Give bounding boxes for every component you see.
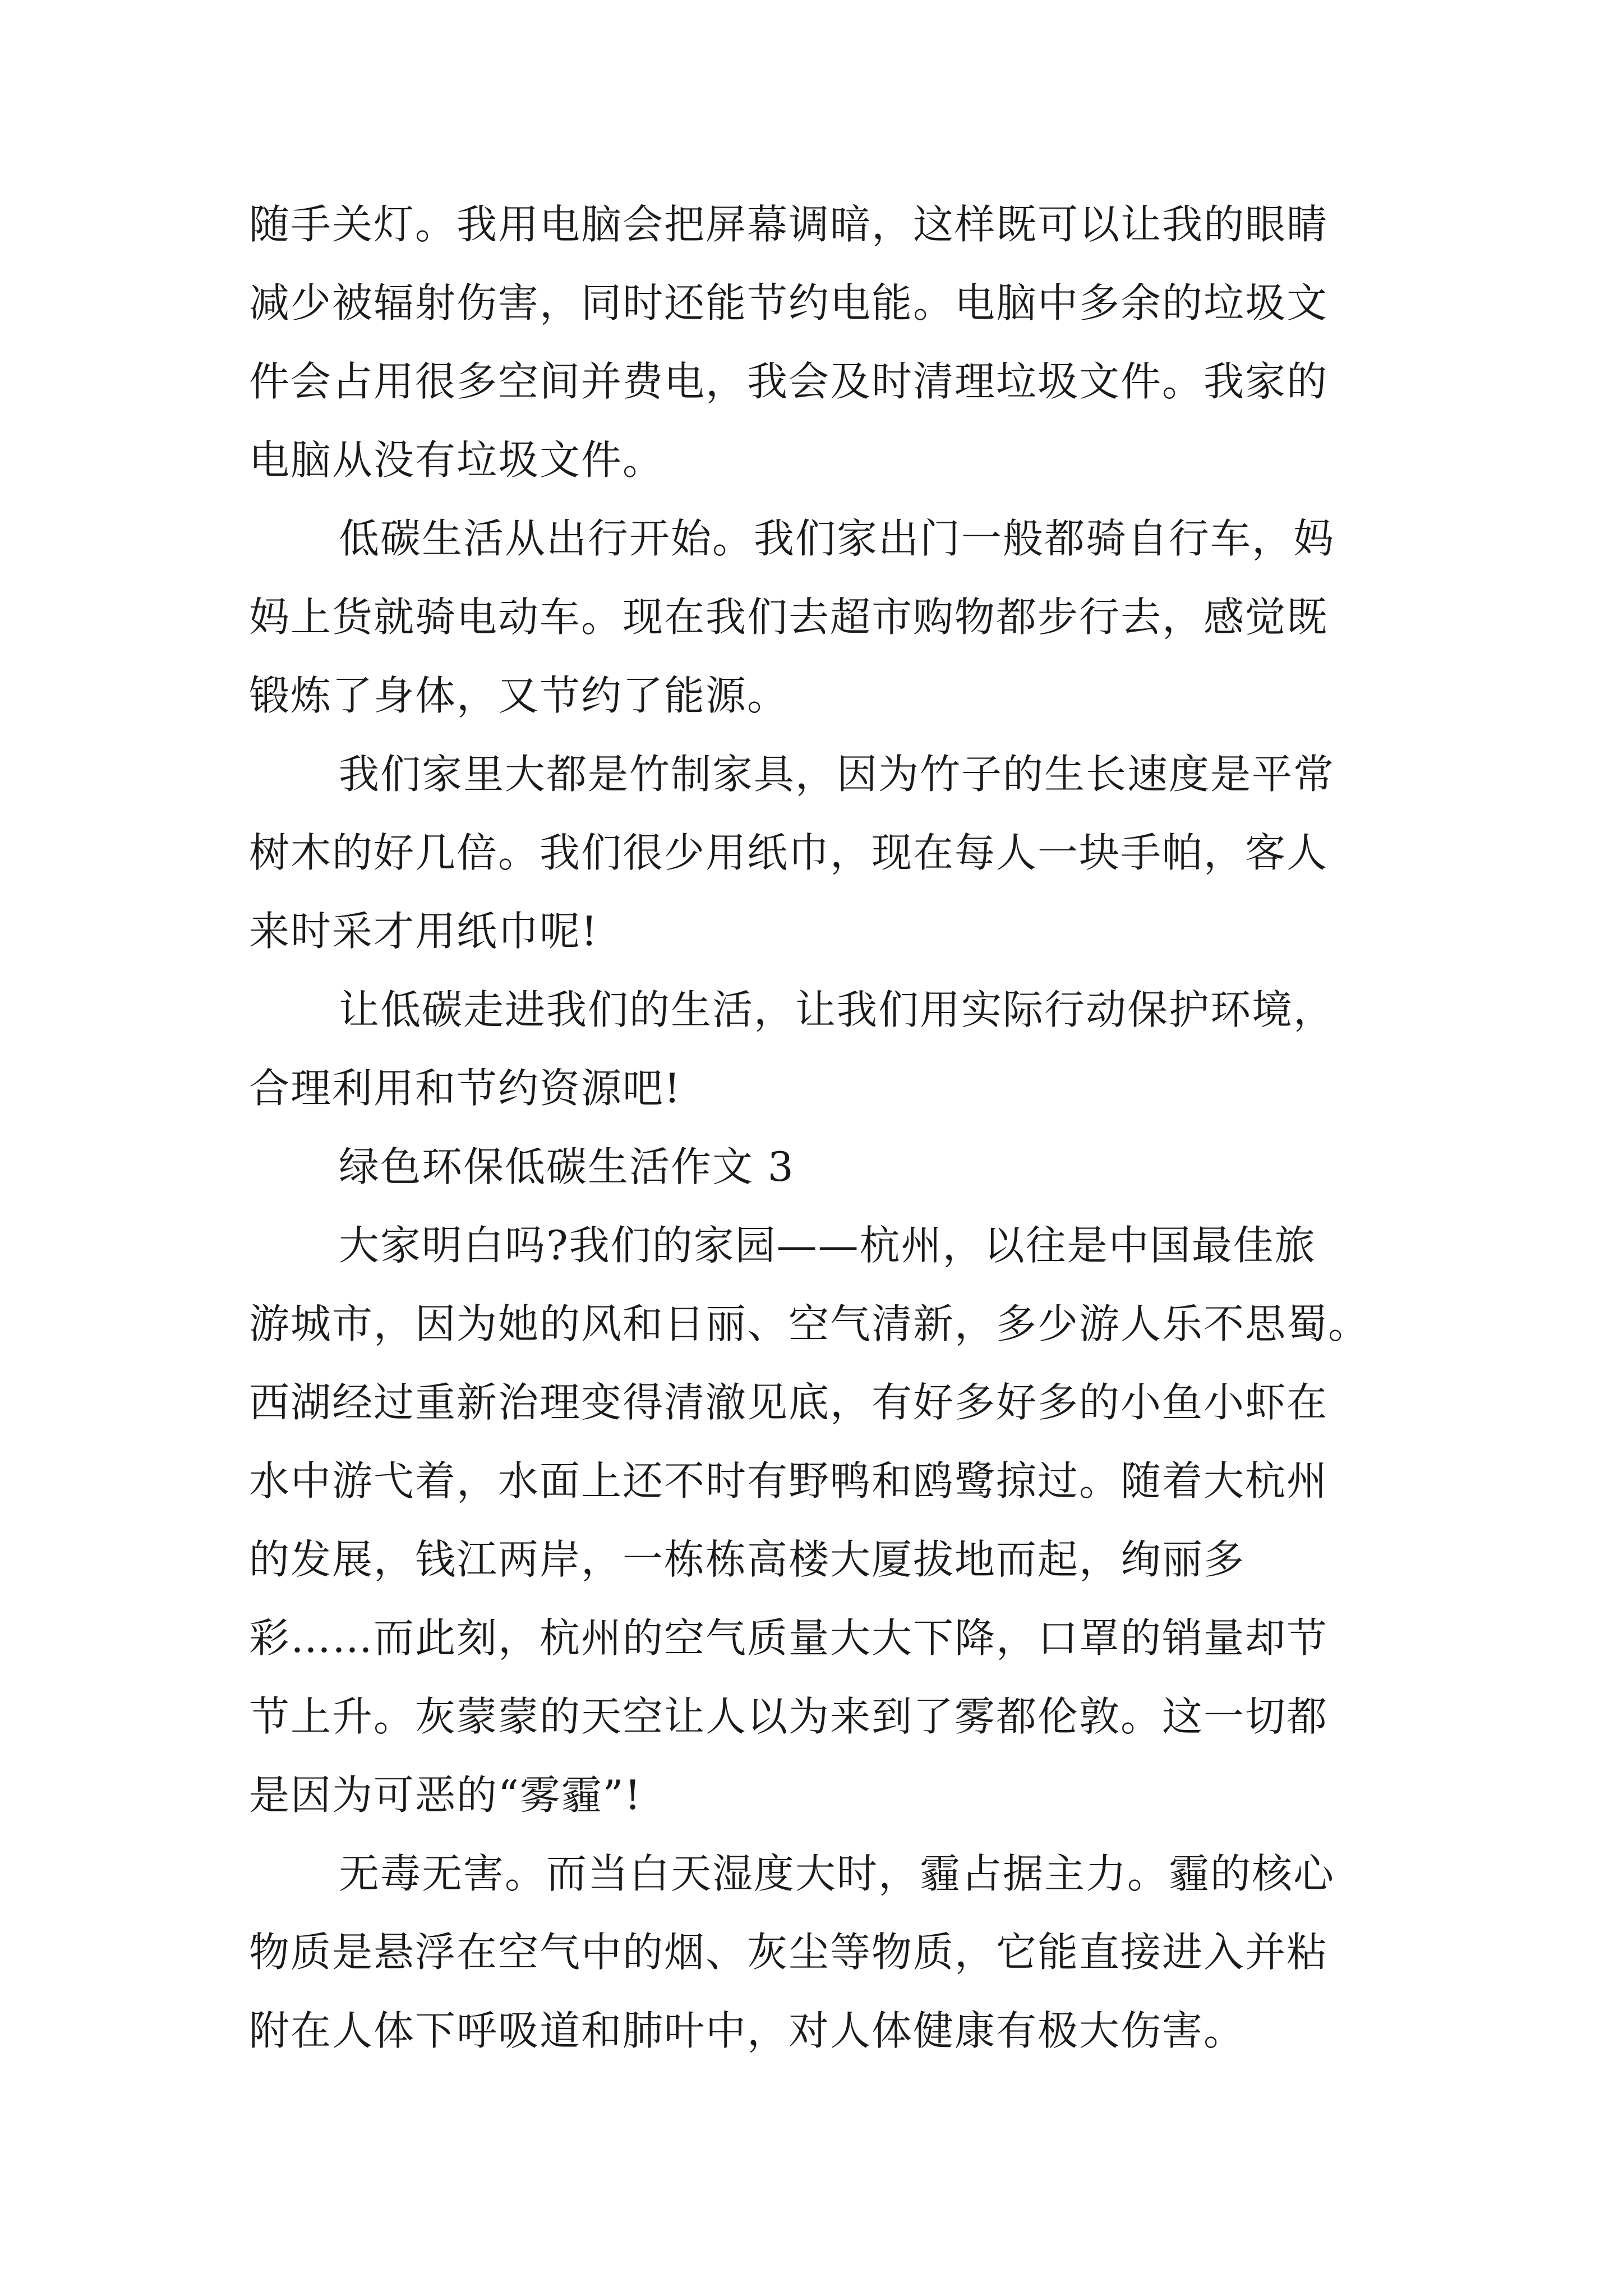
paragraph-first-line: 低碳生活从出行开始。我们家出门一般都骑自行车，妈	[339, 515, 1335, 562]
text-line: 锻炼了身体，又节约了能源。	[249, 672, 789, 719]
text-line: 件会占用很多空间并费电，我会及时清理垃圾文件。我家的	[249, 358, 1329, 405]
paragraph-first-line: 无毒无害。而当白天湿度大时，霾占据主力。霾的核心	[339, 1850, 1335, 1897]
text-line: 附在人体下呼吸道和肺叶中，对人体健康有极大伤害。	[249, 2007, 1246, 2054]
text-line: 是因为可恶的“雾霾”!	[249, 1772, 642, 1819]
text-line: 水中游弋着，水面上还不时有野鸭和鸥鹭掠过。随着大杭州	[249, 1457, 1329, 1504]
paragraph-first-line: 我们家里大都是竹制家具，因为竹子的生长速度是平常	[339, 751, 1335, 798]
text-line: 游城市，因为她的风和日丽、空气清新，多少游人乐不思蜀。	[249, 1300, 1370, 1347]
text-line: 节上升。灰蒙蒙的天空让人以为来到了雾都伦敦。这一切都	[249, 1693, 1329, 1740]
text-line: 树木的好几倍。我们很少用纸巾，现在每人一块手帕，客人	[249, 829, 1329, 876]
text-line: 减少被辐射伤害，同时还能节约电能。电脑中多余的垃圾文	[249, 279, 1329, 326]
paragraph-first-line: 让低碳走进我们的生活，让我们用实际行动保护环境，	[339, 986, 1335, 1033]
document-body	[249, 185, 1404, 2070]
text-line: 来时采才用纸巾呢!	[249, 908, 598, 955]
text-line: 电脑从没有垃圾文件。	[249, 436, 665, 484]
text-line: 的发展，钱江两岸，一栋栋高楼大厦拔地而起，绚丽多	[249, 1536, 1246, 1583]
section-heading: 绿色环保低碳生活作文 3	[339, 1143, 795, 1190]
text-line: 彩……而此刻，杭州的空气质量大大下降，口罩的销量却节	[249, 1614, 1329, 1662]
text-line: 妈上货就骑电动车。现在我们去超市购物都步行去，感觉既	[249, 593, 1329, 641]
text-line: 西湖经过重新治理变得清澈见底，有好多好多的小鱼小虾在	[249, 1379, 1329, 1426]
text-line: 物质是悬浮在空气中的烟、灰尘等物质，它能直接进入并粘	[249, 1929, 1329, 1976]
text-line: 随手关灯。我用电脑会把屏幕调暗，这样既可以让我的眼睛	[249, 201, 1329, 248]
text-line: 合理利用和节约资源吧!	[249, 1065, 681, 1112]
paragraph-first-line: 大家明白吗?我们的家园——杭州，以往是中国最佳旅	[339, 1222, 1316, 1269]
